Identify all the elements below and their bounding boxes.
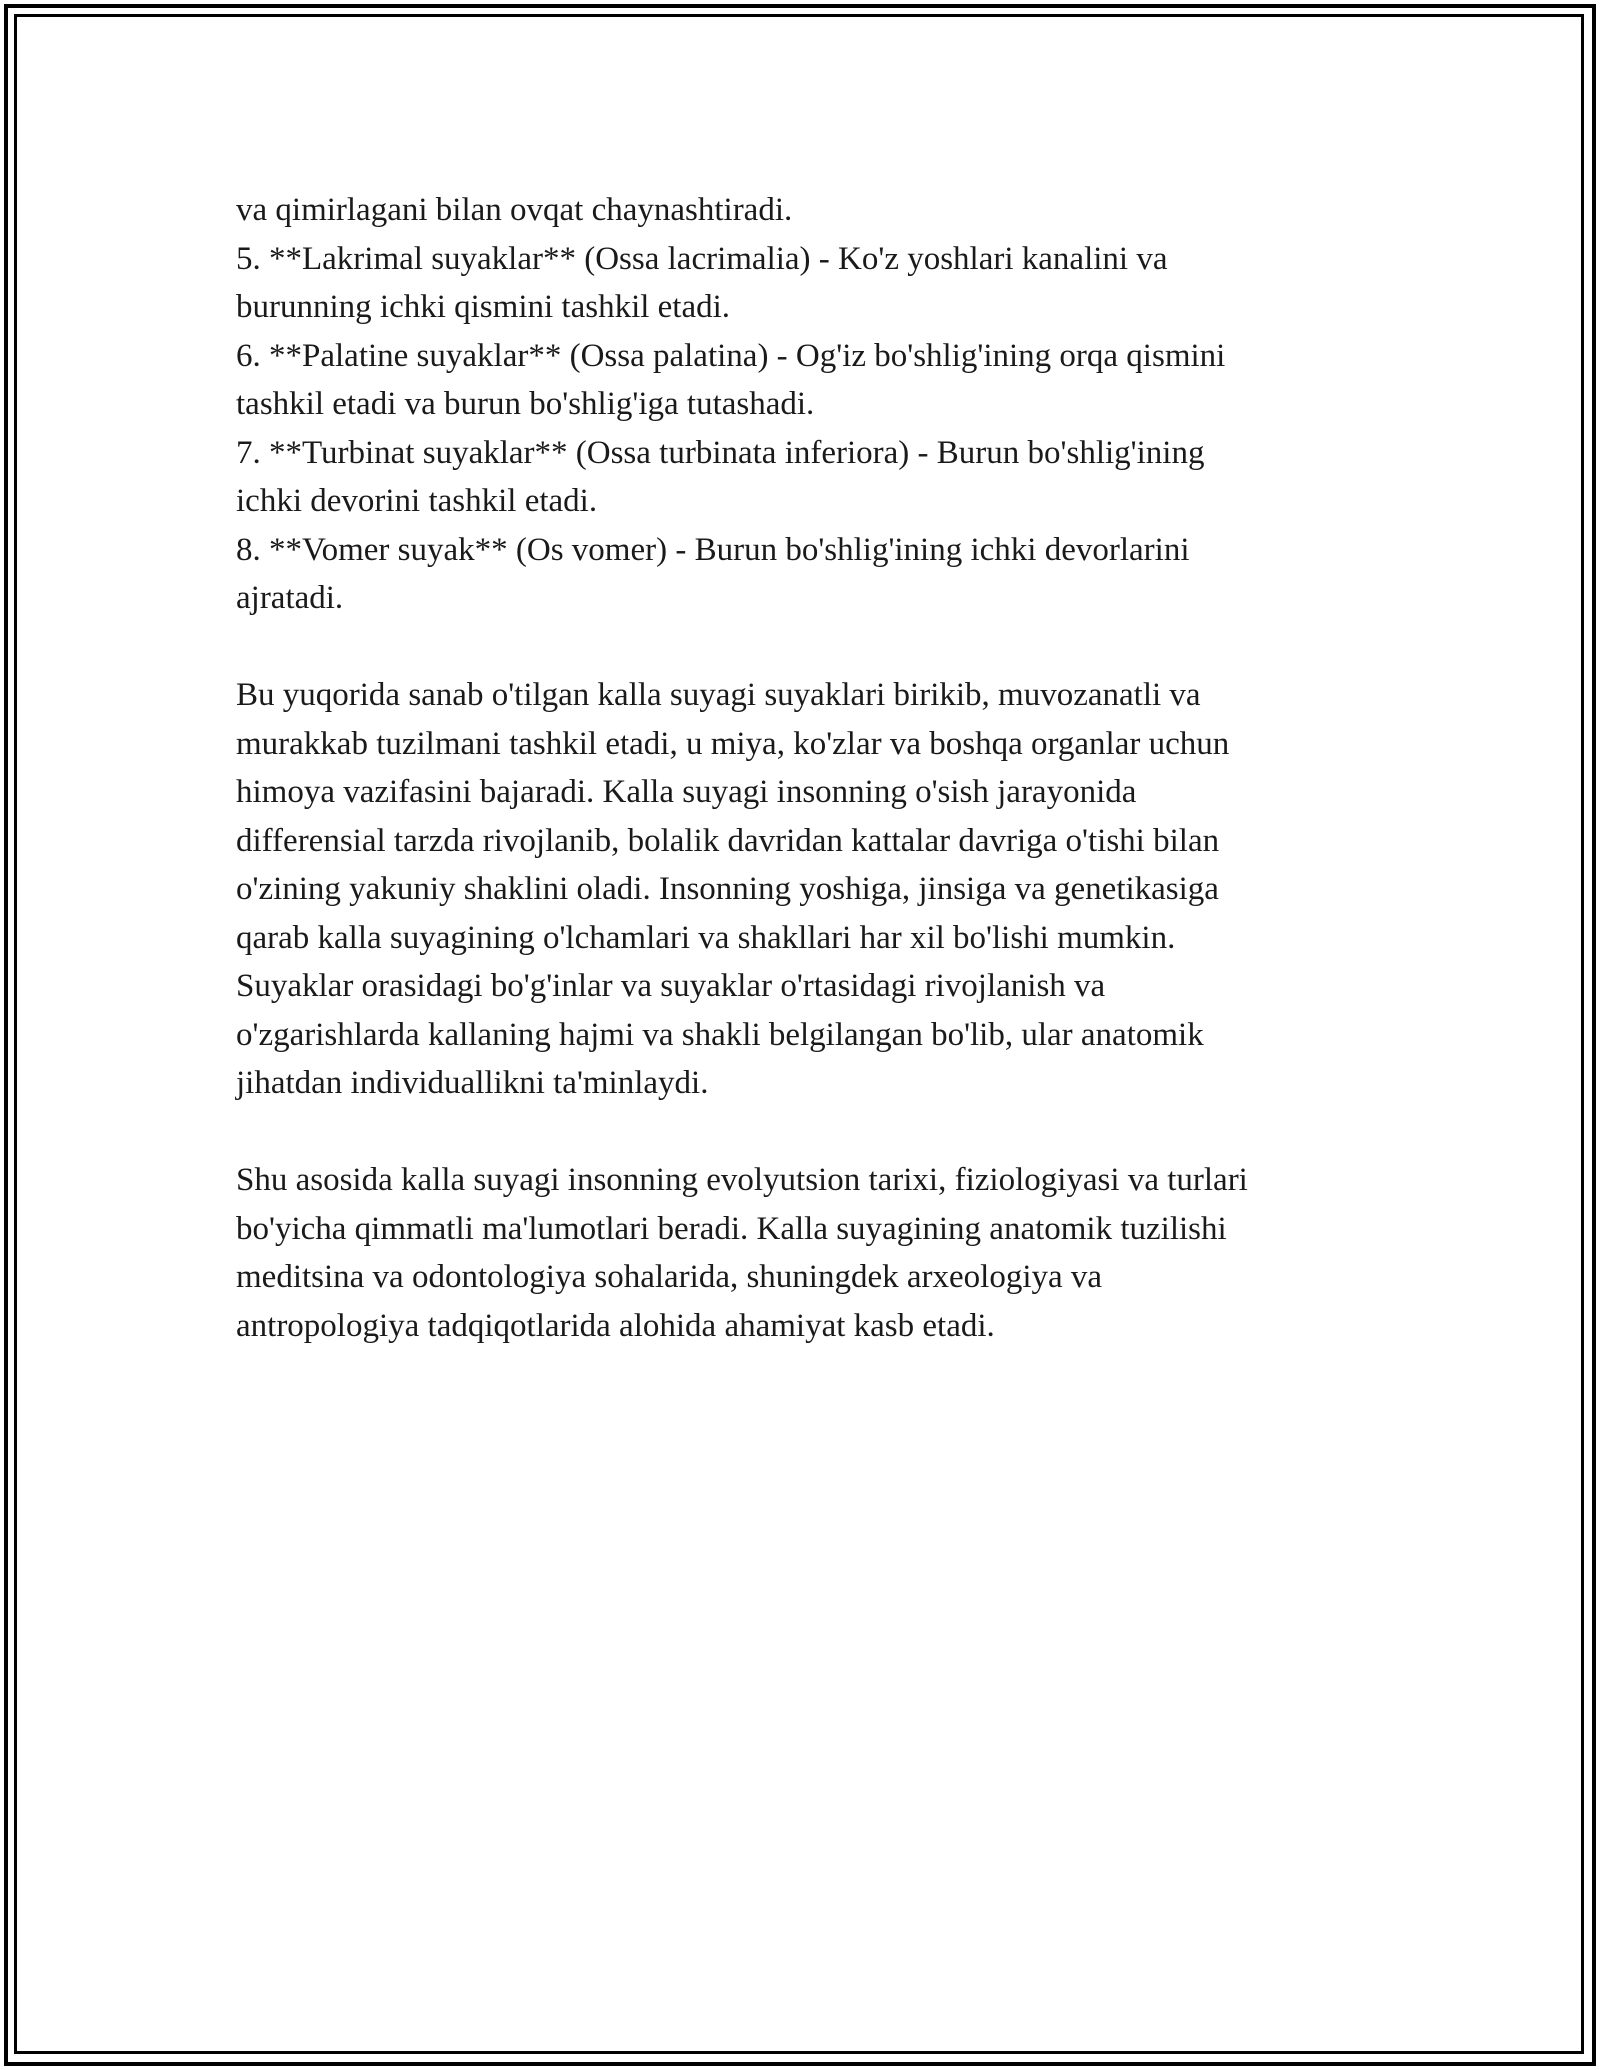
text-line: ichki devorini tashkil etadi.	[236, 483, 598, 519]
list-item-5: 5. **Lakrimal suyaklar** (Ossa lacrimalia) - Ko'z yoshlari kanalini va	[236, 240, 1168, 277]
paragraph-2-line: o'zgarishlarda kallaning hajmi va shakli belgilangan bo'lib, ular anatomik	[236, 1016, 1204, 1053]
list-item-8: 8. **Vomer suyak** (Os vomer) - Burun bo'shlig'ining ichki devorlarini	[236, 531, 1190, 568]
paragraph-2-line: differensial tarzda rivojlanib, bolalik davridan kattalar davriga o'tishi bilan	[236, 822, 1220, 859]
paragraph-2-line: jihatdan individuallikni ta'minlaydi.	[236, 1065, 709, 1101]
paragraph-2-line: himoya vazifasini bajaradi. Kalla suyagi insonning o'sish jarayonida	[236, 774, 1137, 810]
paragraph-2-line: qarab kalla suyagining o'lchamlari va shakllari har xil bo'lishi mumkin.	[236, 919, 1176, 956]
text-line: va qimirlagani bilan ovqat chaynashtiradi.	[236, 192, 793, 228]
list-item-6: 6. **Palatine suyaklar** (Ossa palatina) - Og'iz bo'shlig'ining orqa qismini	[236, 337, 1226, 374]
list-item-7: 7. **Turbinat suyaklar** (Ossa turbinata inferiora) - Burun bo'shlig'ining	[236, 434, 1205, 471]
paragraph-2-line: Bu yuqorida sanab o'tilgan kalla suyagi suyaklari birikib, muvozanatli va	[236, 677, 1201, 713]
text-line: tashkil etadi va burun bo'shlig'iga tutashadi.	[236, 386, 815, 422]
paragraph-3-line: bo'yicha qimmatli ma'lumotlari beradi. Kalla suyagining anatomik tuzilishi	[236, 1210, 1227, 1247]
paragraph-2-line: murakkab tuzilmani tashkil etadi, u miya, ko'zlar va boshqa organlar uchun	[236, 725, 1230, 762]
text-line: burunning ichki qismini tashkil etadi.	[236, 289, 731, 325]
document-body	[236, 186, 1386, 1350]
paragraph-gap	[236, 623, 1386, 672]
paragraph-2-line: Suyaklar orasidagi bo'g'inlar va suyaklar o'rtasidagi rivojlanish va	[236, 968, 1106, 1004]
paragraph-3-line: antropologiya tadqiqotlarida alohida ahamiyat kasb etadi.	[236, 1307, 995, 1344]
paragraph-3-line: meditsina va odontologiya sohalarida, shuningdek arxeologiya va	[236, 1259, 1103, 1295]
paragraph-2-line: o'zining yakuniy shaklini oladi. Insonning yoshiga, jinsiga va genetikasiga	[236, 871, 1219, 907]
text-line: ajratadi.	[236, 580, 344, 616]
paragraph-gap	[236, 1108, 1386, 1157]
paragraph-3-line: Shu asosida kalla suyagi insonning evolyutsion tarixi, fiziologiyasi va turlari	[236, 1162, 1248, 1198]
